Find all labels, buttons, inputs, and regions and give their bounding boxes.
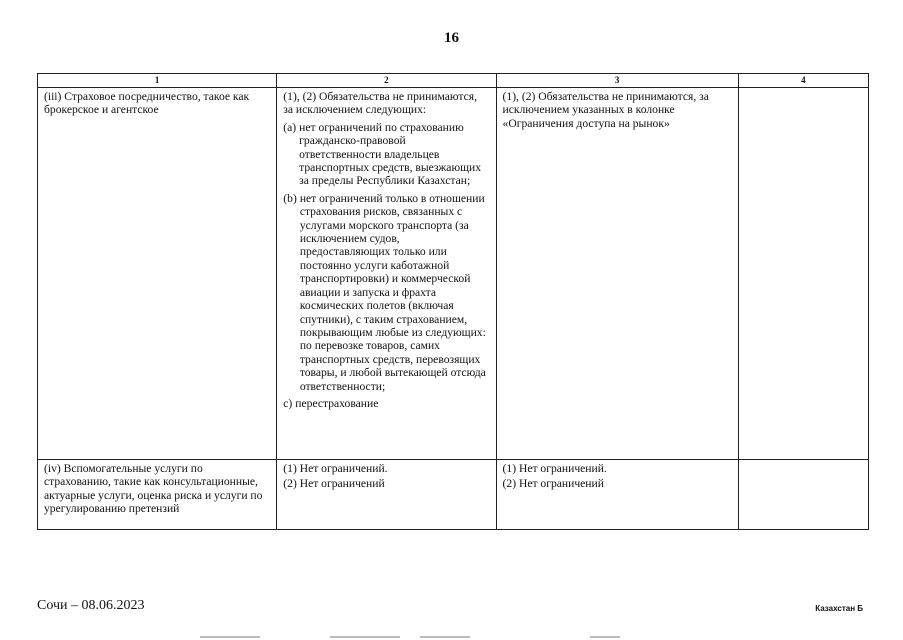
- list-item-marker: c): [283, 396, 293, 410]
- additional-commitments-cell: [738, 88, 868, 460]
- sector-cell: [38, 88, 277, 460]
- market-access-cell: [277, 88, 496, 460]
- list-item: [283, 192, 489, 393]
- sector-cell: [38, 460, 277, 530]
- scan-artifact: [200, 636, 260, 638]
- table-row: [38, 460, 869, 530]
- commitments-table: [37, 73, 869, 530]
- list-item-text: нет ограничений по страхованию гражданско-правовой ответственности владельцев транспортных средств, выезжающих за пределы Республики Казахстан;: [299, 120, 482, 188]
- list-item-text: перестрахование: [295, 396, 379, 410]
- list-item: [283, 397, 489, 410]
- column-header-3: 3: [496, 74, 738, 88]
- column-header-1: 1: [38, 74, 277, 88]
- national-treatment-text: (1), (2) Обязательства не принимаются, за исключением указанных в колонке «Ограничения доступа на рынок»: [502, 90, 709, 130]
- column-header-4: 4: [738, 74, 868, 88]
- list-item-marker: (b): [283, 191, 297, 205]
- footer-document-label: Казахстан Б: [815, 604, 863, 613]
- market-access-intro: (1), (2) Обязательства не принимаются, за исключением следующих:: [283, 90, 477, 117]
- market-access-cell: [277, 460, 496, 530]
- sector-text: (iii) Страховое посредничество, такое как брокерское и агентское: [44, 90, 250, 117]
- national-treatment-cell: [496, 460, 738, 530]
- list-item-text: нет ограничений только в отношении страхования рисков, связанных с услугами морского транспорта (за исключением судов, предоставляющих только или постоянно услуги каботажной транспортировки) и коммерческой авиации и запуска и фрахта космических полетов (включая спутники), с таким страхованием, покрывающим любые из следующих: по перевозке товаров, самих транспортных средств, перевозящих товары, и любой вытекающей отсюда ответственности;: [299, 191, 486, 393]
- scan-artifact: [590, 636, 620, 638]
- scan-artifact: [330, 636, 400, 638]
- list-item: [283, 121, 489, 188]
- table-header-row: [38, 74, 869, 88]
- scan-artifact: [420, 636, 470, 638]
- column-header-2: 2: [277, 74, 496, 88]
- footer-location-date: Сочи – 08.06.2023: [37, 598, 145, 613]
- national-treatment-line: (1) Нет ограничений.: [502, 462, 607, 475]
- table-row: [38, 88, 869, 460]
- market-access-line: (2) Нет ограничений: [283, 477, 385, 491]
- page-number: 16: [444, 30, 459, 46]
- national-treatment-line: (2) Нет ограничений: [502, 477, 604, 491]
- national-treatment-cell: [496, 88, 738, 460]
- market-access-line: (1) Нет ограничений.: [283, 462, 388, 475]
- list-item-marker: (a): [283, 120, 297, 134]
- additional-commitments-cell: [738, 460, 868, 530]
- sector-text: (iv) Вспомогательные услуги по страхованию, такие как консультационные, актуарные услуги, оценка риска и услуги по урегулированию претензий: [44, 462, 263, 516]
